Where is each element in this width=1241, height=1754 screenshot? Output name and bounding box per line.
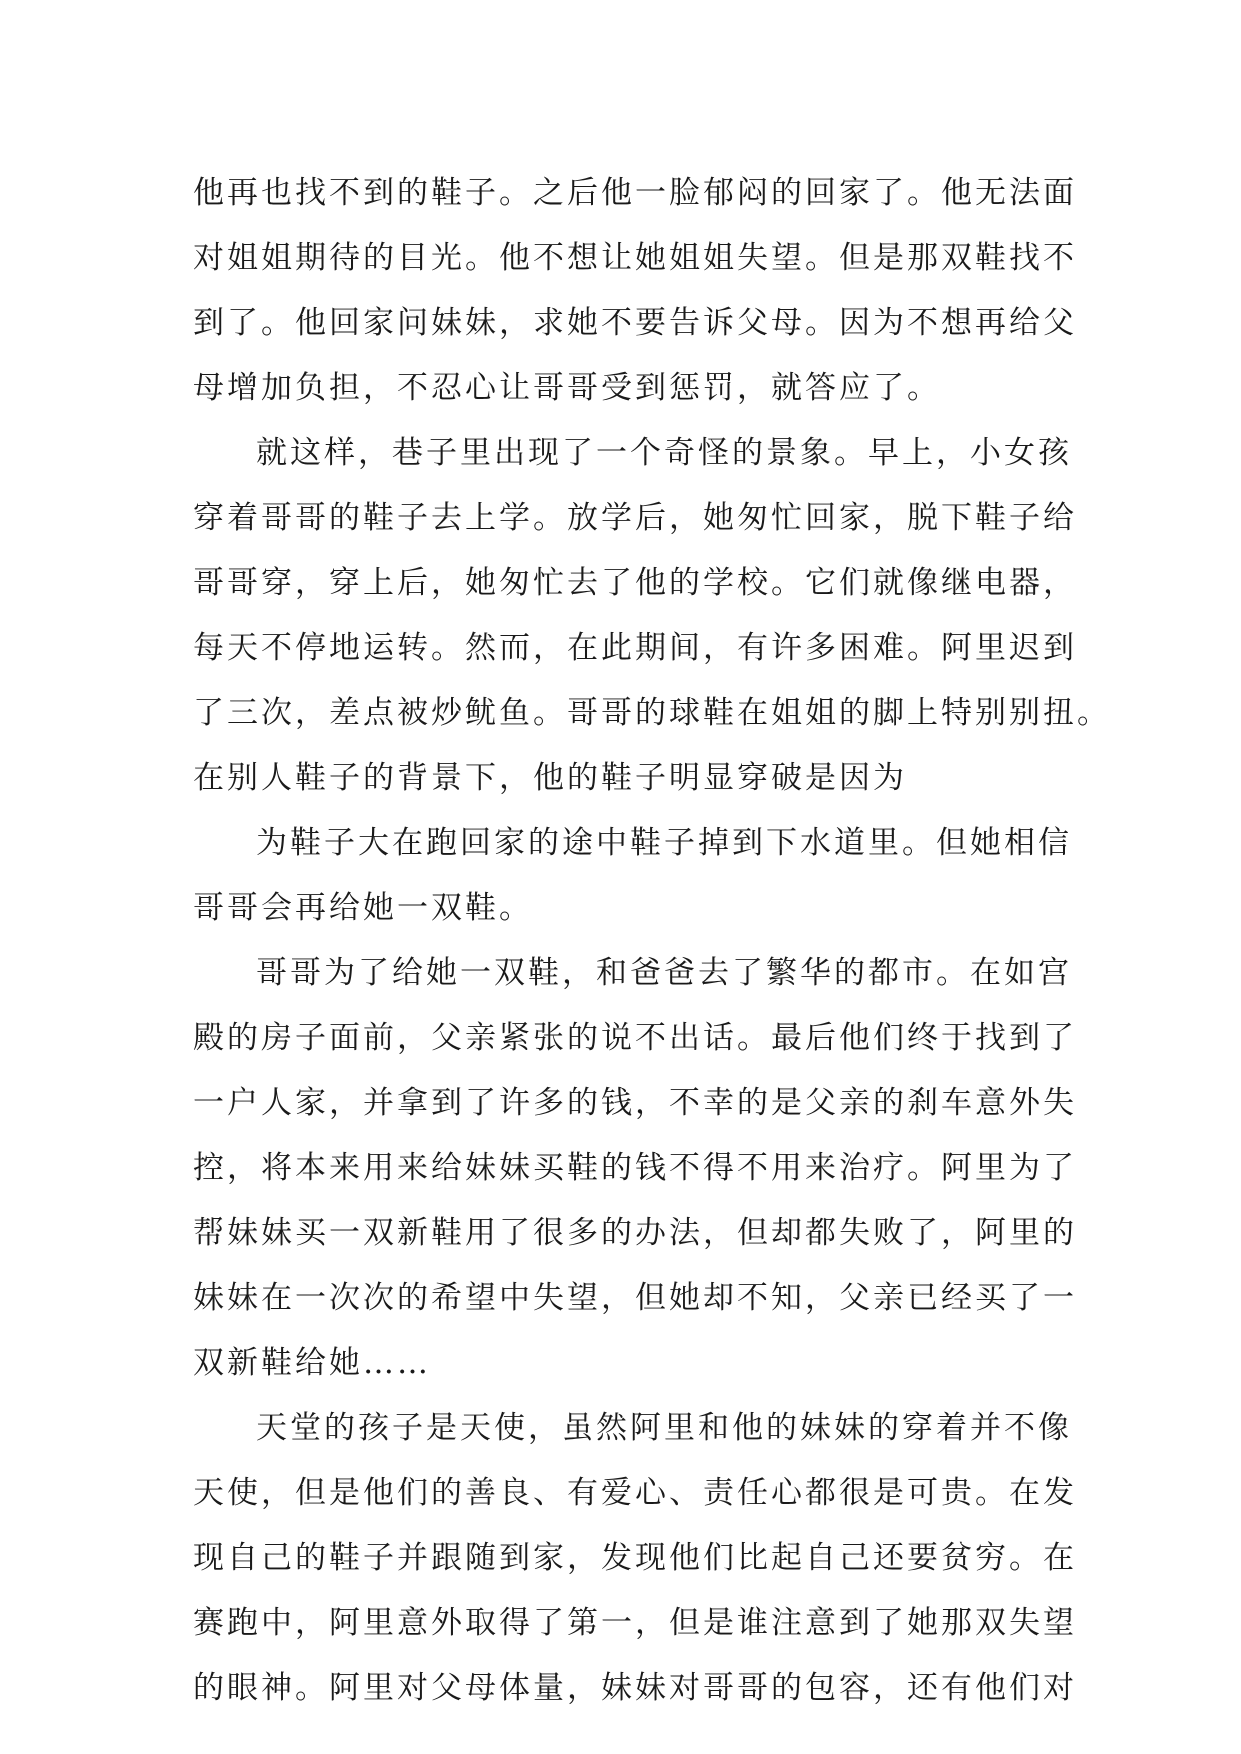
body-text xyxy=(193,161,1111,1721)
text-line: 控，将本来用来给妹妹买鞋的钱不得不用来治疗。阿里为了 xyxy=(193,1150,1077,1186)
text-line: 母增加负担，不忍心让哥哥受到惩罚，就答应了。 xyxy=(193,370,941,406)
text-line: 了三次，差点被炒鱿鱼。哥哥的球鞋在姐姐的脚上特别别扭。 xyxy=(193,695,1111,731)
paragraph-first-line: 为鞋子大在跑回家的途中鞋子掉到下水道里。但她相信 xyxy=(256,825,1072,861)
text-line: 在别人鞋子的背景下，他的鞋子明显穿破是因为 xyxy=(193,760,907,796)
text-line: 帮妹妹买一双新鞋用了很多的办法，但却都失败了，阿里的 xyxy=(193,1215,1077,1251)
paragraph-first-line: 哥哥为了给她一双鞋，和爸爸去了繁华的都市。在如宫 xyxy=(256,955,1072,991)
paragraph-first-line: 天堂的孩子是天使，虽然阿里和他的妹妹的穿着并不像 xyxy=(256,1410,1072,1446)
text-line: 到了。他回家问妹妹，求她不要告诉父母。因为不想再给父 xyxy=(193,305,1077,341)
text-line: 的眼神。阿里对父母体量，妹妹对哥哥的包容，还有他们对 xyxy=(193,1670,1077,1706)
text-line: 赛跑中，阿里意外取得了第一，但是谁注意到了她那双失望 xyxy=(193,1605,1077,1641)
text-line: 穿着哥哥的鞋子去上学。放学后，她匆忙回家，脱下鞋子给 xyxy=(193,500,1077,536)
text-line: 双新鞋给她…… xyxy=(193,1345,431,1381)
text-line: 妹妹在一次次的希望中失望，但她却不知，父亲已经买了一 xyxy=(193,1280,1077,1316)
text-line: 天使，但是他们的善良、有爱心、责任心都很是可贵。在发 xyxy=(193,1475,1077,1511)
text-line: 哥哥穿，穿上后，她匆忙去了他的学校。它们就像继电器， xyxy=(193,565,1077,601)
text-line: 殿的房子面前，父亲紧张的说不出话。最后他们终于找到了 xyxy=(193,1020,1077,1056)
text-line: 他再也找不到的鞋子。之后他一脸郁闷的回家了。他无法面 xyxy=(193,175,1077,211)
paragraph-first-line: 就这样，巷子里出现了一个奇怪的景象。早上，小女孩 xyxy=(256,435,1072,471)
text-line: 每天不停地运转。然而，在此期间，有许多困难。阿里迟到 xyxy=(193,630,1077,666)
text-line: 一户人家，并拿到了许多的钱，不幸的是父亲的刹车意外失 xyxy=(193,1085,1077,1121)
text-line: 对姐姐期待的目光。他不想让她姐姐失望。但是那双鞋找不 xyxy=(193,240,1077,276)
text-line: 现自己的鞋子并跟随到家，发现他们比起自己还要贫穷。在 xyxy=(193,1540,1077,1576)
text-line: 哥哥会再给她一双鞋。 xyxy=(193,890,533,926)
